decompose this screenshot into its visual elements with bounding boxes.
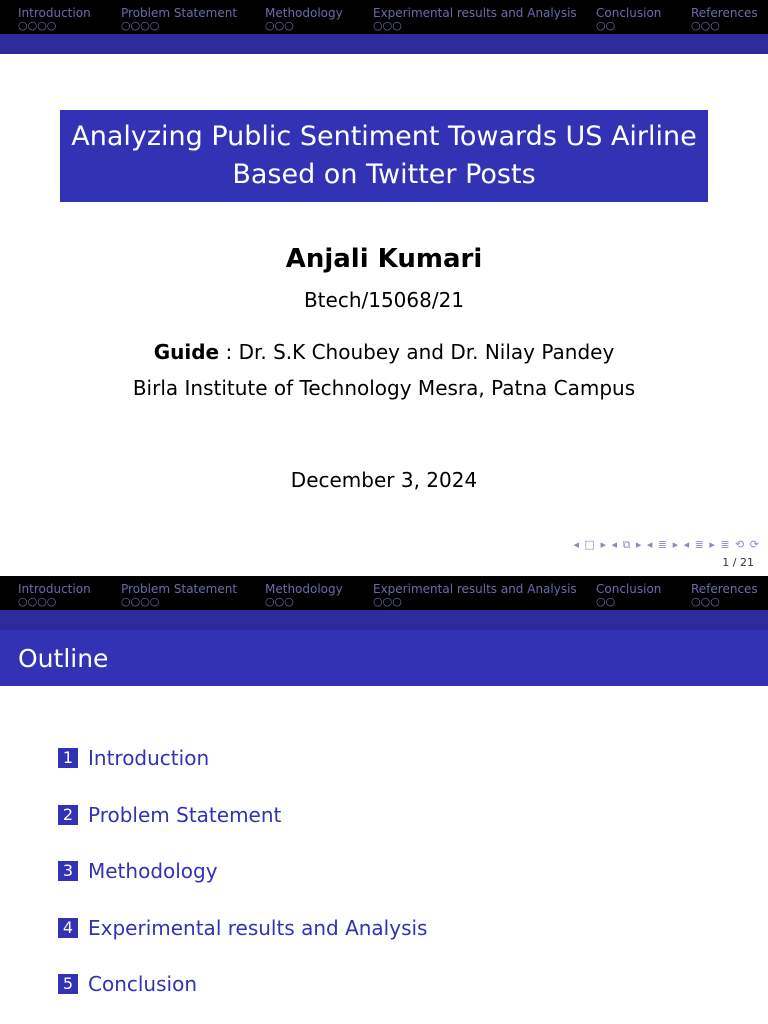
- nav-section-methodology[interactable]: [265, 6, 343, 31]
- toc-number: 3: [58, 861, 78, 881]
- nav-label: Conclusion: [596, 582, 662, 596]
- nav-dots[interactable]: ○○○○: [121, 595, 160, 608]
- nav-section-conclusion[interactable]: [596, 6, 661, 31]
- nav-section-methodology[interactable]: [265, 582, 343, 607]
- nav-dots[interactable]: ○○○: [691, 595, 720, 608]
- nav-dots[interactable]: ○○○: [691, 19, 720, 32]
- page-number: 1 / 21: [722, 556, 754, 569]
- toc-number: 2: [58, 805, 78, 825]
- nav-label: Experimental results and Analysis: [373, 6, 577, 20]
- nav-section-problem-statement[interactable]: [121, 582, 237, 607]
- nav-label: References: [691, 582, 758, 596]
- toc-number: 1: [58, 748, 78, 768]
- presentation-title: Analyzing Public Sentiment Towards US Airline Based on Twitter Posts: [60, 110, 708, 202]
- frame-title-bar: [0, 630, 768, 686]
- nav-dots[interactable]: ○○○○: [121, 19, 160, 32]
- institute-name: Birla Institute of Technology Mesra, Patna Campus: [132, 376, 636, 400]
- toc-label[interactable]: Methodology: [88, 859, 218, 883]
- nav-section-introduction[interactable]: [18, 6, 91, 31]
- toc-label[interactable]: Introduction: [88, 746, 210, 770]
- nav-section-problem-statement[interactable]: [121, 6, 237, 31]
- guide-line: [0, 340, 768, 364]
- section-navigation-bar: [0, 576, 768, 610]
- frame-title: Outline: [18, 644, 109, 673]
- beamer-navigation-symbols[interactable]: ◂ □ ▸ ◂ ⧉ ▸ ◂ ≣ ▸ ◂ ≣ ▸ ≣ ⟲ ⟳: [573, 538, 760, 551]
- toc-item-conclusion[interactable]: [58, 972, 197, 996]
- nav-section-references[interactable]: [691, 6, 758, 31]
- nav-label: Methodology: [265, 6, 343, 20]
- author-name: Anjali Kumari: [285, 244, 483, 274]
- nav-dots[interactable]: ○○○○: [18, 595, 57, 608]
- section-navigation-bar: [0, 0, 768, 34]
- toc-number: 4: [58, 918, 78, 938]
- toc-item-introduction[interactable]: [58, 746, 209, 770]
- toc-label[interactable]: Problem Statement: [88, 803, 282, 827]
- toc-number: 5: [58, 974, 78, 994]
- nav-section-conclusion[interactable]: [596, 582, 661, 607]
- nav-section-experimental-results[interactable]: [373, 582, 577, 607]
- nav-label: Problem Statement: [121, 582, 238, 596]
- outline-slide: [0, 576, 768, 1024]
- headline-bar: [0, 610, 768, 630]
- nav-dots[interactable]: ○○○○: [18, 19, 57, 32]
- nav-label: Problem Statement: [121, 6, 238, 20]
- presentation-date: December 3, 2024: [290, 468, 478, 492]
- nav-dots[interactable]: ○○○: [373, 19, 402, 32]
- nav-label: Introduction: [18, 6, 91, 20]
- nav-dots[interactable]: ○○○: [265, 595, 294, 608]
- nav-dots[interactable]: ○○: [596, 595, 616, 608]
- nav-label: Introduction: [18, 582, 91, 596]
- toc-label[interactable]: Conclusion: [88, 972, 197, 996]
- guide-label: Guide: [153, 340, 220, 364]
- nav-dots[interactable]: ○○○: [265, 19, 294, 32]
- nav-label: Conclusion: [596, 6, 662, 20]
- guide-names: : Dr. S.K Choubey and Dr. Nilay Pandey: [219, 340, 615, 364]
- toc-item-problem-statement[interactable]: [58, 803, 281, 827]
- nav-label: References: [691, 6, 758, 20]
- nav-label: Experimental results and Analysis: [373, 582, 577, 596]
- nav-label: Methodology: [265, 582, 343, 596]
- toc-item-methodology[interactable]: [58, 859, 218, 883]
- toc-label[interactable]: Experimental results and Analysis: [88, 916, 428, 940]
- nav-section-references[interactable]: [691, 582, 758, 607]
- roll-number: Btech/15068/21: [303, 288, 465, 312]
- headline-bar: [0, 34, 768, 54]
- nav-section-experimental-results[interactable]: [373, 6, 577, 31]
- nav-dots[interactable]: ○○: [596, 19, 616, 32]
- nav-dots[interactable]: ○○○: [373, 595, 402, 608]
- toc-item-experimental-results[interactable]: [58, 916, 427, 940]
- nav-section-introduction[interactable]: [18, 582, 91, 607]
